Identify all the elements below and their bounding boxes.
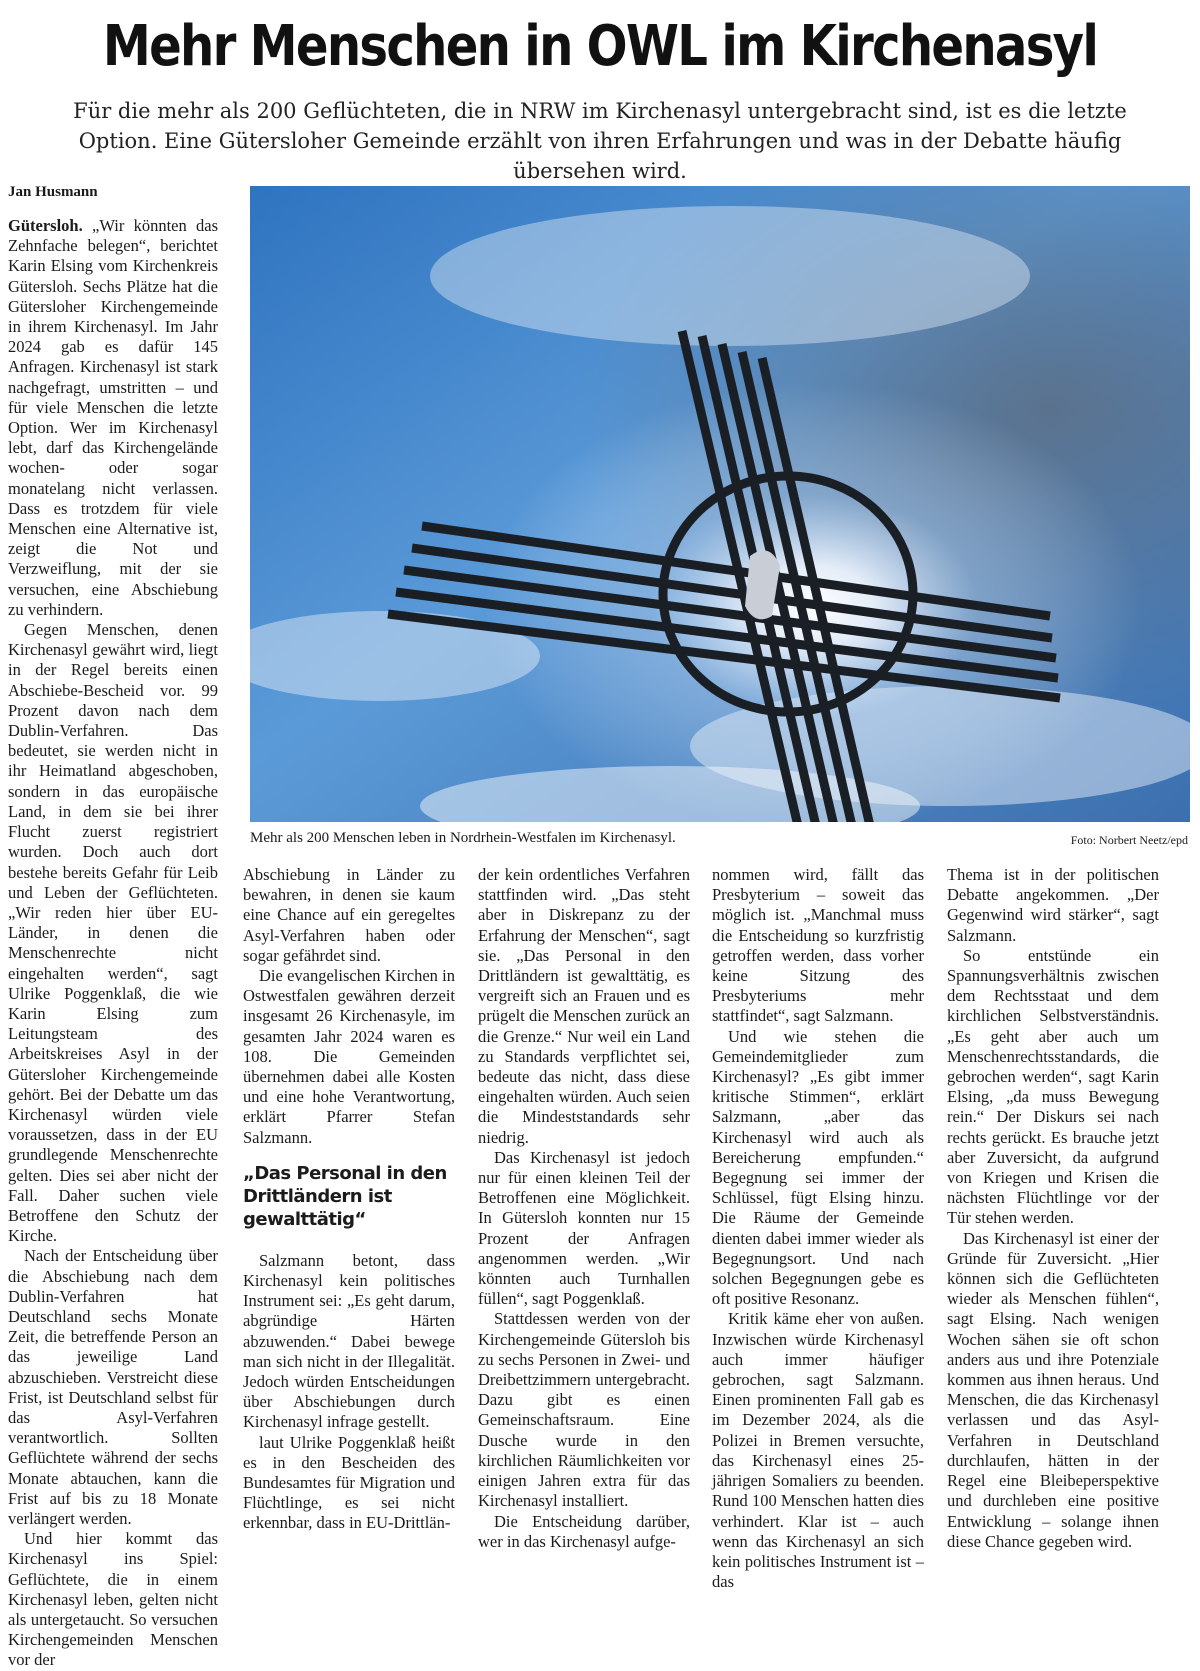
article-column-4	[712, 865, 924, 1592]
section-subheading: „Das Personal in den Drittländern ist gewalttätig“	[243, 1162, 447, 1230]
paragraph: Und hier kommt das Kirchenasyl ins Spiel: Geflüchtete, die in einem Kirchenasyl leben, gelten nicht als untergetaucht. So versuchen Kirchengemeinden Menschen vor der	[8, 1529, 218, 1670]
paragraph: Das Kirchenasyl ist einer der Gründe für Zuversicht. „Hier können sich die Geflüchteten wieder als Menschen fühlen“, sagt Elsing. Nach wenigen Wochen sähen sie oft schon anders aus und ihre Potenziale kommen aus ihnen heraus. Und Menschen, die das Kirchenasyl verlassen und das Asyl-Verfahren in Deutschland durchlaufen, hätten in der Regel eine Bleibeperspektive und durchleben eine positive Entwicklung – solange ihnen diese Chance gegeben wird.	[947, 1228, 1159, 1551]
photo-credit: Foto: Norbert Neetz/epd	[1070, 833, 1188, 847]
paragraph: So entstünde ein Spannungsverhältnis zwischen dem Rechtsstaat und dem kirchlichen Selbstverständnis. „Es geht aber auch um Menschenrechtsstandards, die gebrochen werden“, sagt Karin Elsing, „da muss Bewegung rein.“ Der Diskurs sei nach rechts gerückt. Es brauche jetzt aber Zuversicht, da aufgrund von Kriegen und Krisen die nächsten Flüchtlinge vor der Tür stehen werden.	[947, 945, 1159, 1228]
paragraph: Nach der Entscheidung über die Abschiebung nach dem Dublin-Verfahren hat Deutschland sechs Monate Zeit, die betreffende Person an das jeweilige Land abzuschieben. Verstreicht diese Frist, ist Deutschland selbst für das Asyl-Verfahren verantwortlich. Sollten Geflüchtete während der sechs Monate abtauchen, kann die Frist auf bis zu 18 Monate verlängert werden.	[8, 1246, 218, 1528]
paragraph: Die Entscheidung darüber, wer in das Kirchenasyl aufge-	[478, 1511, 690, 1551]
paragraph: Abschiebung in Länder zu bewahren, in denen sie kaum eine Chance auf ein geregeltes Asyl-Verfahren haben oder sogar gefährdet sind.	[243, 865, 455, 965]
article-column-2	[243, 865, 455, 1534]
paragraph: nommen wird, fällt das Presbyterium – soweit das möglich ist. „Manchmal muss die Entscheidung so kurzfristig getroffen werden, dass vorher keine Sitzung des Presbyteriums mehr stattfindet“, sagt Salzmann.	[712, 865, 924, 1026]
article-photo	[250, 186, 1190, 822]
headline: Mehr Menschen in OWL im Kirchenasyl	[102, 14, 1098, 79]
article-column-1	[8, 216, 218, 1671]
paragraph: Und wie stehen die Gemeindemitglieder zum Kirchenasyl? „Es gibt immer kritische Stimmen“, erklärt Salzmann, „aber das Kirchenasyl wird auch als Bereicherung empfunden.“ Begegnung sei immer der Schlüssel, fügt Elsing hinzu. Die Räume der Gemeinde dienten dabei immer wieder als Begegnungsort. Und nach solchen Begegnungen gebe es oft positive Resonanz.	[712, 1026, 924, 1309]
photo-caption: Mehr als 200 Menschen leben in Nordrhein-Westfalen im Kirchenasyl.	[250, 830, 676, 846]
paragraph: „Wir könnten das Zehnfache belegen“, berichtet Karin Elsing vom Kirchenkreis Gütersloh. Sechs Plätze hat die Gütersloher Kirchengemeinde in ihrem Kirchenasyl. Im Jahr 2024 gab es dafür 145 Anfragen. Kirchenasyl ist stark nachgefragt, umstritten – und für viele Menschen die letzte Option. Wer im Kirchenasyl lebt, darf das Kirchengelände wochen- oder sogar monatelang nicht verlassen. Dass es trotzdem für viele Menschen eine Alternative ist, zeigt die Not und Verzweiflung, mit der sie versuchen, eine Abschiebung zu verhindern.	[8, 216, 219, 619]
paragraph: Gegen Menschen, denen Kirchenasyl gewährt wird, liegt in der Regel bereits einen Abschiebe-Bescheid vor. 99 Prozent davon nach dem Dublin-Verfahren. Das bedeutet, sie werden nicht in ihr Heimatland abgeschoben, sondern in das europäische Land, in dem sie bei ihrer Flucht zuerst registriert wurden. Doch auch dort bestehe bereits Gefahr für Leib und Leben der Geflüchteten. „Wir reden hier über EU-Länder, in denen die Menschenrechte nicht eingehalten werden“, sagt Ulrike Poggenklaß, die wie Karin Elsing zum Leitungsteam des Arbeitskreises Asyl in der Gütersloher Kirchengemeinde gehört. Bei der Debatte um das Kirchenasyl würden viele voraussetzen, dass in der EU grundlegende Menschenrechte gelten. Dies sei aber nicht der Fall. Daher suchen viele Betroffene den Schutz der Kirche.	[8, 620, 218, 1246]
author-byline: Jan Husmann	[8, 184, 98, 200]
cross-sculpture-photo	[250, 186, 1190, 822]
paragraph: Die evangelischen Kirchen in Ostwestfalen gewähren derzeit insgesamt 26 Kirchenasyle, im gesamten Jahr 2024 waren es 108. Die Gemeinden übernehmen dabei alle Kosten und eine hohe Verantwortung, erklärt Pfarrer Stefan Salzmann.	[243, 966, 455, 1147]
paragraph: der kein ordentliches Verfahren stattfinden wird. „Das steht aber in Diskrepanz zu der Erfahrung der Menschen“, sagt sie. „Das Personal in den Drittländern ist gewalttätig, es vergreift sich an Frauen und es prügelt die Menschen zurück an die Grenze.“ Nur weil ein Land zu Standards verpflichtet sei, bedeute das nicht, dass diese eingehalten würden. Auch seien die Mindeststandards sehr niedrig.	[478, 865, 690, 1147]
paragraph: laut Ulrike Poggenklaß heißt es in den Bescheiden des Bundesamtes für Migration und Flüchtlinge, es sei nicht erkennbar, dass in EU-Drittlän-	[243, 1432, 455, 1533]
paragraph: Das Kirchenasyl ist jedoch nur für einen kleinen Teil der Betroffenen eine Möglichkeit. In Gütersloh konnten nur 15 Prozent der Anfragen angenommen werden. „Wir könnten auch Turnhallen füllen“, sagt Poggenklaß.	[478, 1147, 690, 1309]
paragraph: Kritik käme eher von außen. Inzwischen würde Kirchenasyl auch immer häufiger gebrochen, sagt Salzmann. Einen prominenten Fall gab es im Dezember 2024, als die Polizei in Bremen versuchte, das Kirchenasyl eines 25-jährigen Somaliers zu beenden. Rund 100 Menschen hatten dies verhindert. Klar ist – auch wenn das Kirchenasyl an sich kein politisches Instrument ist – das	[712, 1309, 924, 1592]
article-column-3	[478, 865, 690, 1552]
article-column-5	[947, 865, 1159, 1552]
paragraph: Thema ist in der politischen Debatte angekommen. „Der Gegenwind wird stärker“, sagt Salzmann.	[947, 865, 1159, 945]
subheadline: Für die mehr als 200 Geflüchteten, die in NRW im Kirchenasyl untergebracht sind, ist es die letzte Option. Eine Gütersloher Gemeinde erzählt von ihren Erfahrungen und was in der Debatte häufig übersehen wird.	[73, 99, 1127, 183]
paragraph: Salzmann betont, dass Kirchenasyl kein politisches Instrument sei: „Es geht darum, abgründige Härten abzuwenden.“ Dabei bewege man sich nicht in der Illegalität. Jedoch würden Entscheidungen über Abschiebungen durch Kirchenasyl infrage gestellt.	[243, 1250, 455, 1432]
paragraph: Stattdessen werden von der Kirchengemeinde Gütersloh bis zu sechs Personen in Zwei- und Dreibettzimmern untergebracht. Dazu gibt es einen Gemeinschaftsraum. Eine Dusche wurde in den kirchlichen Räumlichkeiten vor einigen Jahren extra für das Kirchenasyl installiert.	[478, 1309, 690, 1511]
dateline: Gütersloh.	[8, 216, 83, 235]
